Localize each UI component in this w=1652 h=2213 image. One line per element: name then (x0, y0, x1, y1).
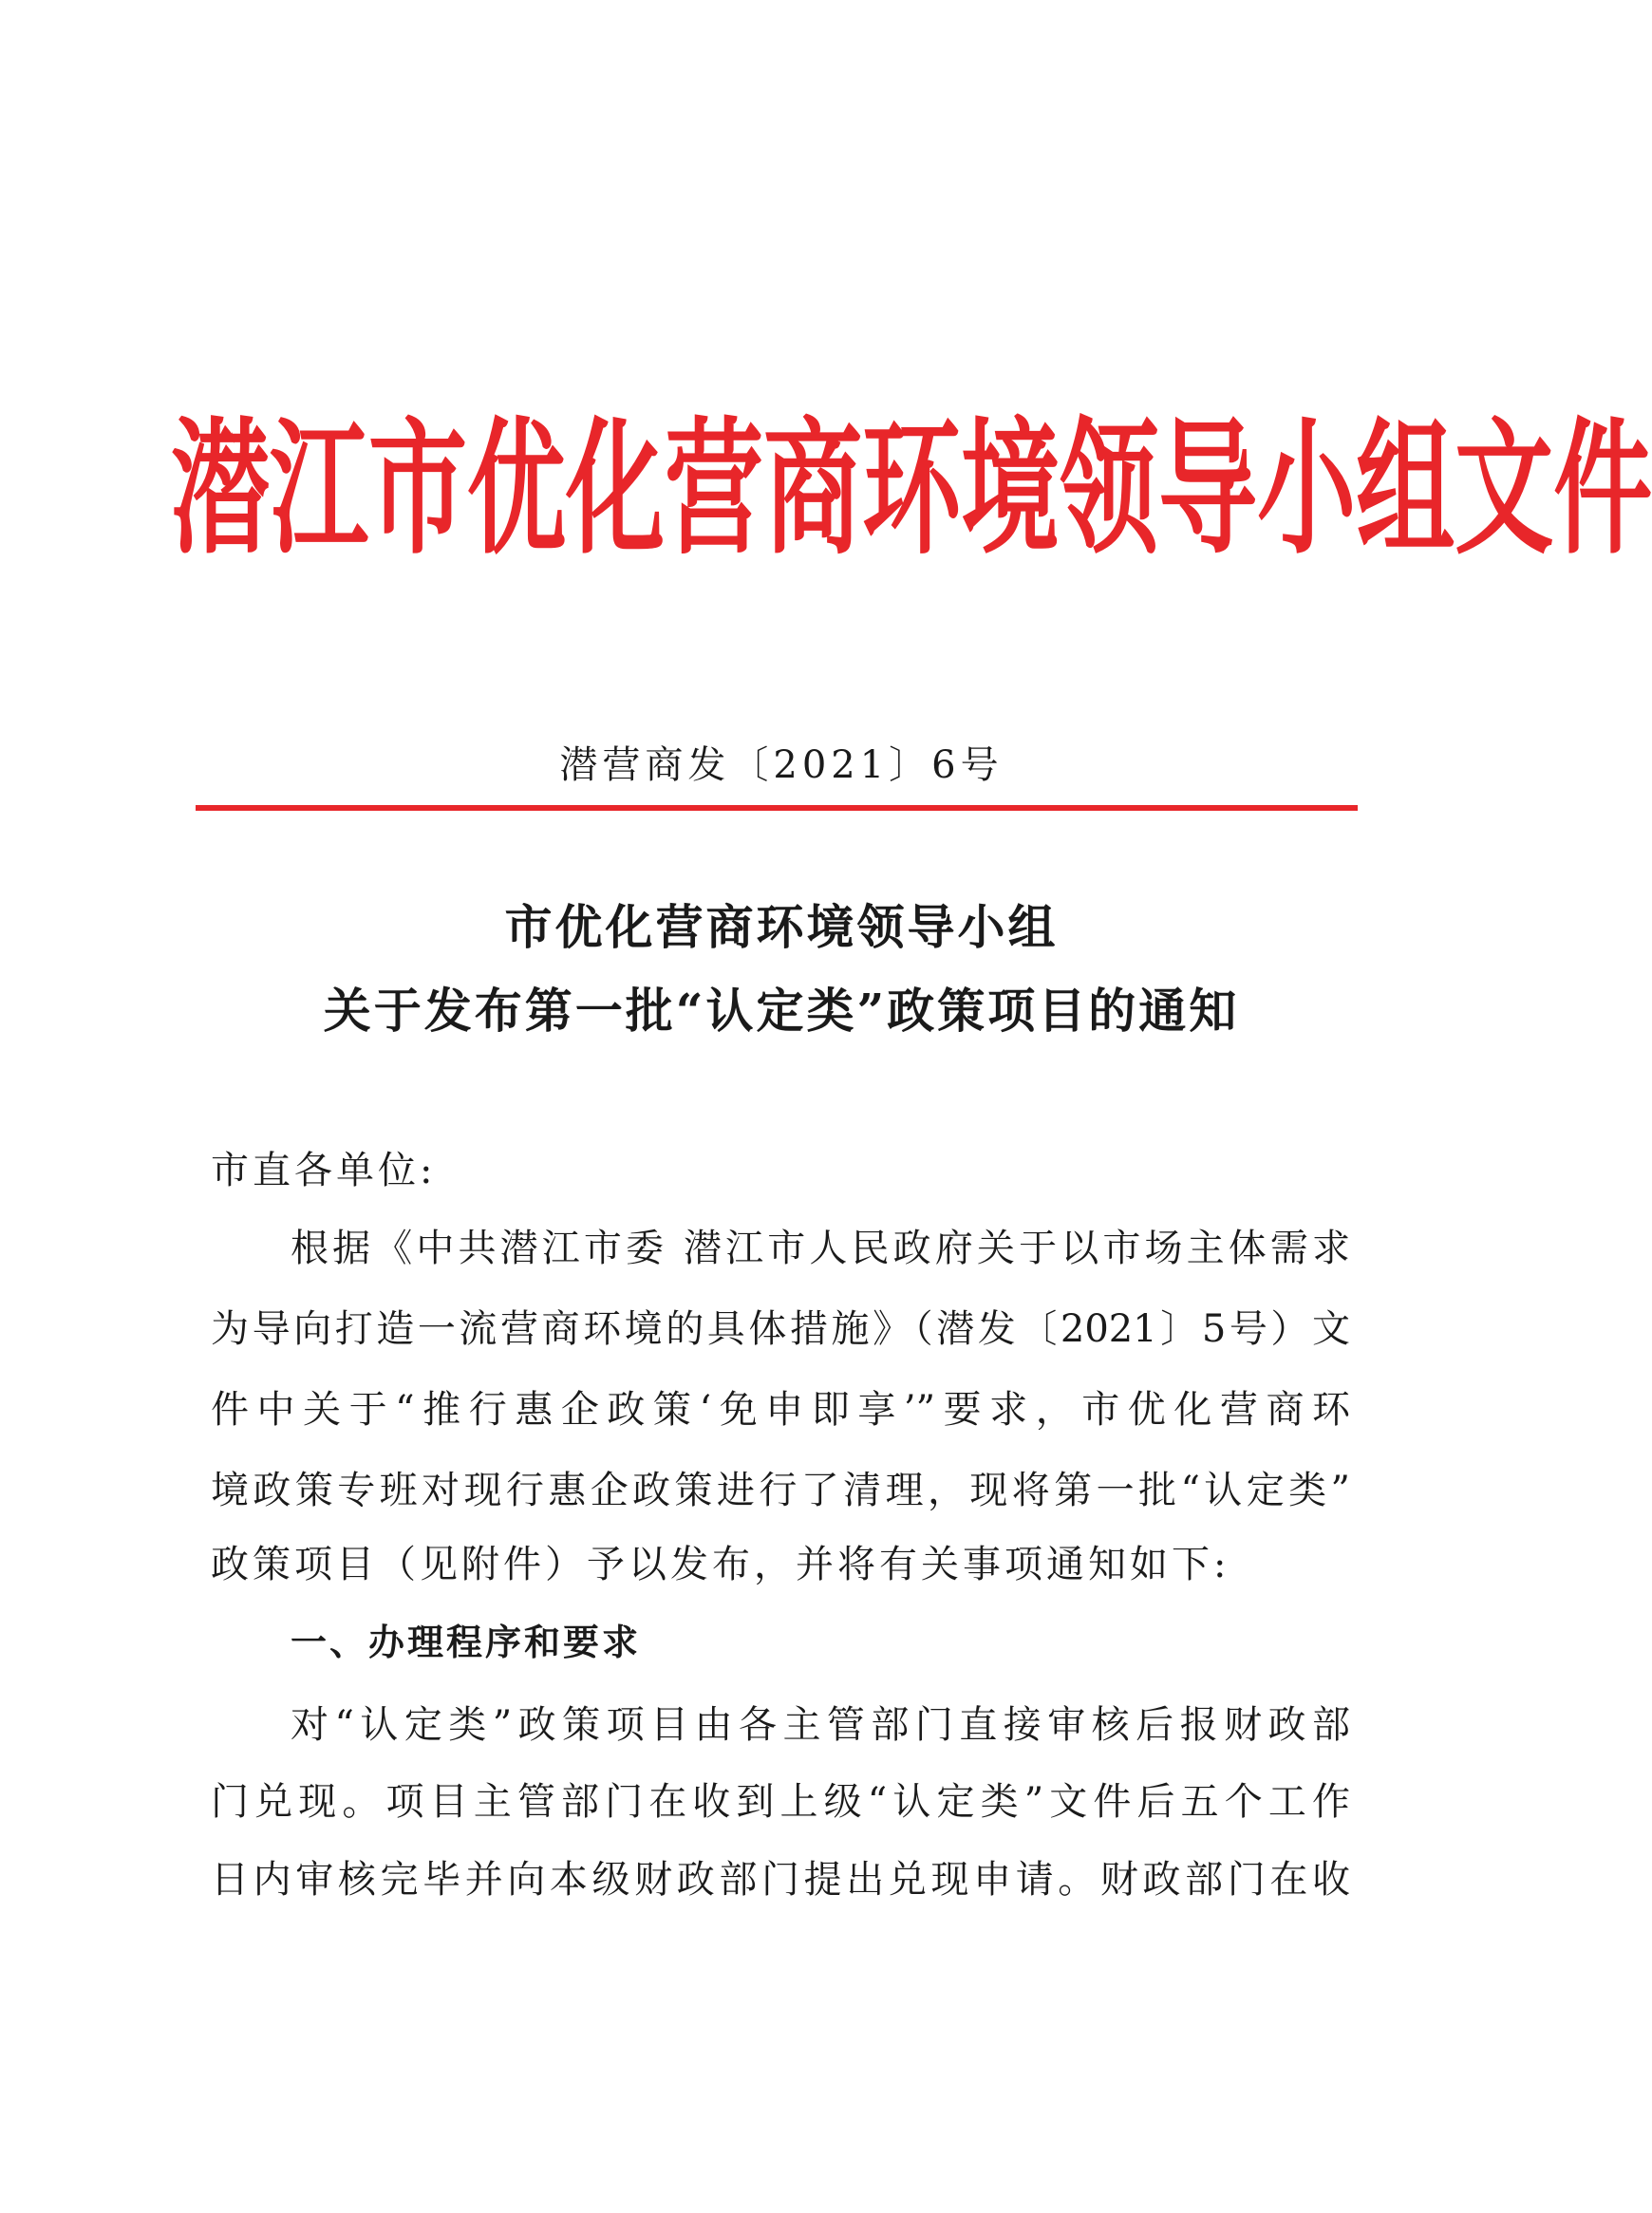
masthead-char: 潜 (171, 402, 271, 575)
paragraph-1-line: 件中关于“推行惠企政策‘免申即享’”要求，市优化营商环 (211, 1388, 1350, 1432)
masthead-char: 境 (961, 402, 1061, 575)
section-1-line: 日内审核完毕并向本级财政部门提出兑现申请。财政部门在收 (211, 1858, 1350, 1902)
masthead-char: 营 (665, 402, 764, 575)
masthead-char: 导 (1158, 402, 1258, 575)
masthead (171, 375, 1652, 603)
masthead-char: 商 (763, 402, 863, 575)
masthead-char: 领 (1060, 402, 1159, 575)
document-title-line-2: 关于发布第一批“认定类”政策项目的通知 (323, 983, 1240, 1039)
document-title-line-1: 市优化营商环境领导小组 (504, 899, 1059, 955)
document-number: 潜营商发〔2021〕6号 (559, 743, 1004, 787)
red-divider (196, 805, 1358, 811)
masthead-char: 化 (566, 402, 666, 575)
section-1-line: 门兑现。项目主管部门在收到上级“认定类”文件后五个工作 (211, 1780, 1350, 1824)
masthead-char: 环 (862, 402, 962, 575)
masthead-char: 组 (1356, 402, 1455, 575)
section-1-line: 对“认定类”政策项目由各主管部门直接审核后报财政部 (291, 1703, 1350, 1747)
addressee: 市直各单位: (211, 1149, 437, 1192)
paragraph-1-line: 根据《中共潜江市委 潜江市人民政府关于以市场主体需求 (291, 1227, 1350, 1270)
paragraph-1-line: 境政策专班对现行惠企政策进行了清理，现将第一批“认定类” (211, 1469, 1350, 1512)
masthead-char: 市 (368, 402, 468, 575)
paragraph-1-line: 政策项目（见附件）予以发布，并将有关事项通知如下: (211, 1543, 1230, 1586)
section-heading-1: 一、办理程序和要求 (291, 1622, 642, 1663)
paragraph-1-line: 为导向打造一流营商环境的具体措施》（潜发〔2021〕5号）文 (211, 1307, 1350, 1351)
masthead-char: 小 (1257, 402, 1357, 575)
masthead-char: 件 (1553, 402, 1652, 575)
masthead-char: 江 (270, 402, 369, 575)
masthead-char: 文 (1455, 402, 1554, 575)
masthead-char: 优 (467, 402, 567, 575)
